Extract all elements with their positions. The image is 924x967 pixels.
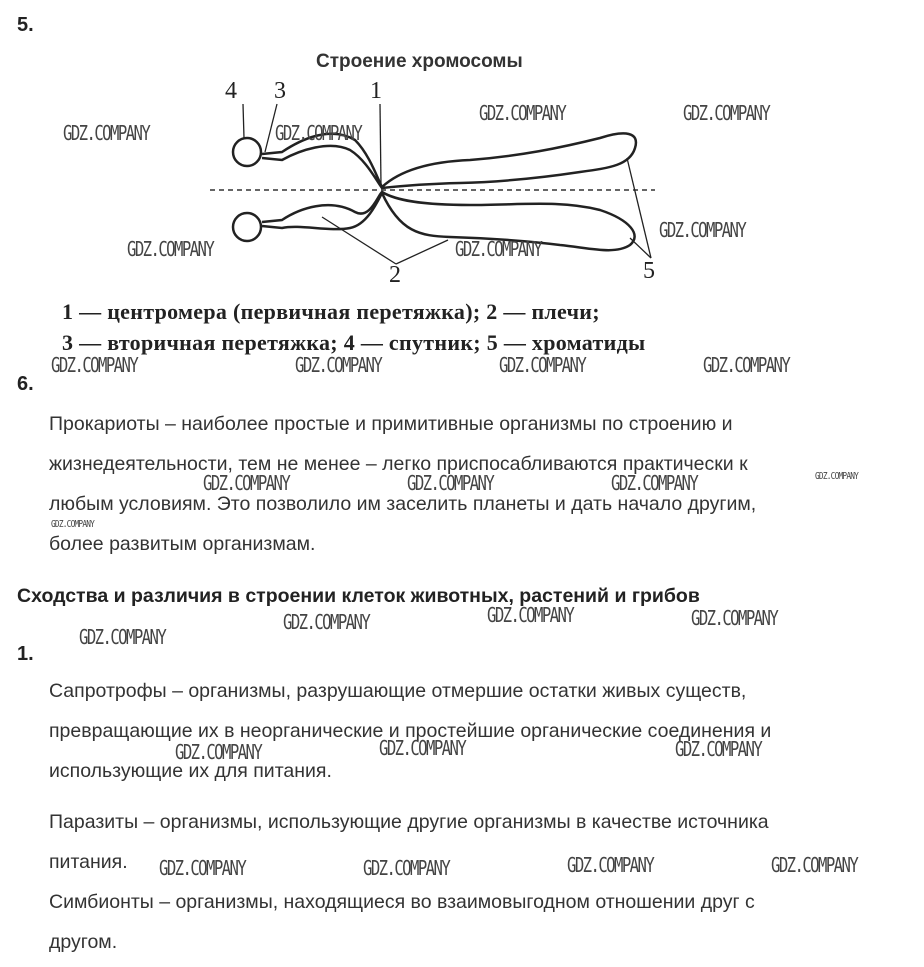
watermark: GDZ.COMPANY <box>499 353 586 377</box>
watermark: GDZ.COMPANY <box>691 606 778 630</box>
leader-1 <box>380 104 381 185</box>
watermark: GDZ.COMPANY <box>703 353 790 377</box>
watermark: GDZ.COMPANY <box>363 856 450 880</box>
watermark: GDZ.COMPANY <box>407 471 494 495</box>
watermark: GDZ.COMPANY <box>611 471 698 495</box>
leader-5b <box>630 238 651 258</box>
parasites-line-2: питания. <box>49 851 128 873</box>
watermark: GDZ.COMPANY <box>295 353 382 377</box>
watermark: GDZ.COMPANY <box>127 237 214 261</box>
watermark: GDZ.COMPANY <box>159 856 246 880</box>
label-3: 3 <box>274 78 286 104</box>
saprotrophs-line-1: Сапротрофы – организмы, разрушающие отмершие остатки живых существ, <box>49 680 747 702</box>
watermark: GDZ.COMPANY <box>683 101 770 125</box>
diagram-legend-line-2: 3 — вторичная перетяжка; 4 — спутник; 5 — хроматиды <box>62 330 646 355</box>
watermark: GDZ.COMPANY <box>79 625 166 649</box>
satellite-lower <box>233 213 261 241</box>
symbionts-line-2: другом. <box>49 931 118 953</box>
task-6-number: 6. <box>17 373 34 395</box>
task-6-line-2: жизнедеятельности, тем не менее – легко приспосабливаются практически к <box>49 453 748 475</box>
watermark: GDZ.COMPANY <box>379 736 466 760</box>
watermark: GDZ.COMPANY <box>479 101 566 125</box>
label-2: 2 <box>389 262 401 288</box>
leader-2b <box>396 240 448 264</box>
satellite-upper <box>233 138 261 166</box>
diagram-title: Строение хромосомы <box>316 51 523 72</box>
watermark: GDZ.COMPANY <box>815 471 859 482</box>
watermark: GDZ.COMPANY <box>51 519 95 530</box>
section-task-1-number: 1. <box>17 643 34 665</box>
watermark: GDZ.COMPANY <box>175 740 262 764</box>
symbionts-line-1: Симбионты – организмы, находящиеся во взаимовыгодном отношении друг с <box>49 891 755 913</box>
label-1: 1 <box>370 78 382 104</box>
watermark: GDZ.COMPANY <box>203 471 290 495</box>
diagram-legend-line-1: 1 — центромера (первичная перетяжка); 2 — плечи; <box>62 299 600 324</box>
watermark: GDZ.COMPANY <box>487 603 574 627</box>
label-5: 5 <box>643 258 655 284</box>
label-4: 4 <box>225 78 237 104</box>
task-6-line-1: Прокариоты – наиболее простые и примитивные организмы по строению и <box>49 413 733 435</box>
watermark: GDZ.COMPANY <box>455 237 542 261</box>
watermark: GDZ.COMPANY <box>659 218 746 242</box>
watermark: GDZ.COMPANY <box>675 737 762 761</box>
saprotrophs-line-2: превращающие их в неорганические и простейшие органические соединения и <box>49 720 772 742</box>
watermark: GDZ.COMPANY <box>63 121 150 145</box>
task-6-line-3: любым условиям. Это позволило им заселить планеты и дать начало другим, <box>49 493 757 515</box>
task-6-line-4: более развитым организмам. <box>49 533 316 555</box>
parasites-line-1: Паразиты – организмы, использующие другие организмы в качестве источника <box>49 811 769 833</box>
section-heading: Сходства и различия в строении клеток животных, растений и грибов <box>17 585 700 607</box>
watermark: GDZ.COMPANY <box>283 610 370 634</box>
watermark: GDZ.COMPANY <box>51 353 138 377</box>
chromatid-lower <box>262 192 635 250</box>
leader-4 <box>243 104 244 138</box>
watermark: GDZ.COMPANY <box>771 853 858 877</box>
task-5-number: 5. <box>17 14 34 36</box>
watermark: GDZ.COMPANY <box>567 853 654 877</box>
watermark: GDZ.COMPANY <box>275 121 362 145</box>
saprotrophs-line-3: использующие их для питания. <box>49 760 332 782</box>
